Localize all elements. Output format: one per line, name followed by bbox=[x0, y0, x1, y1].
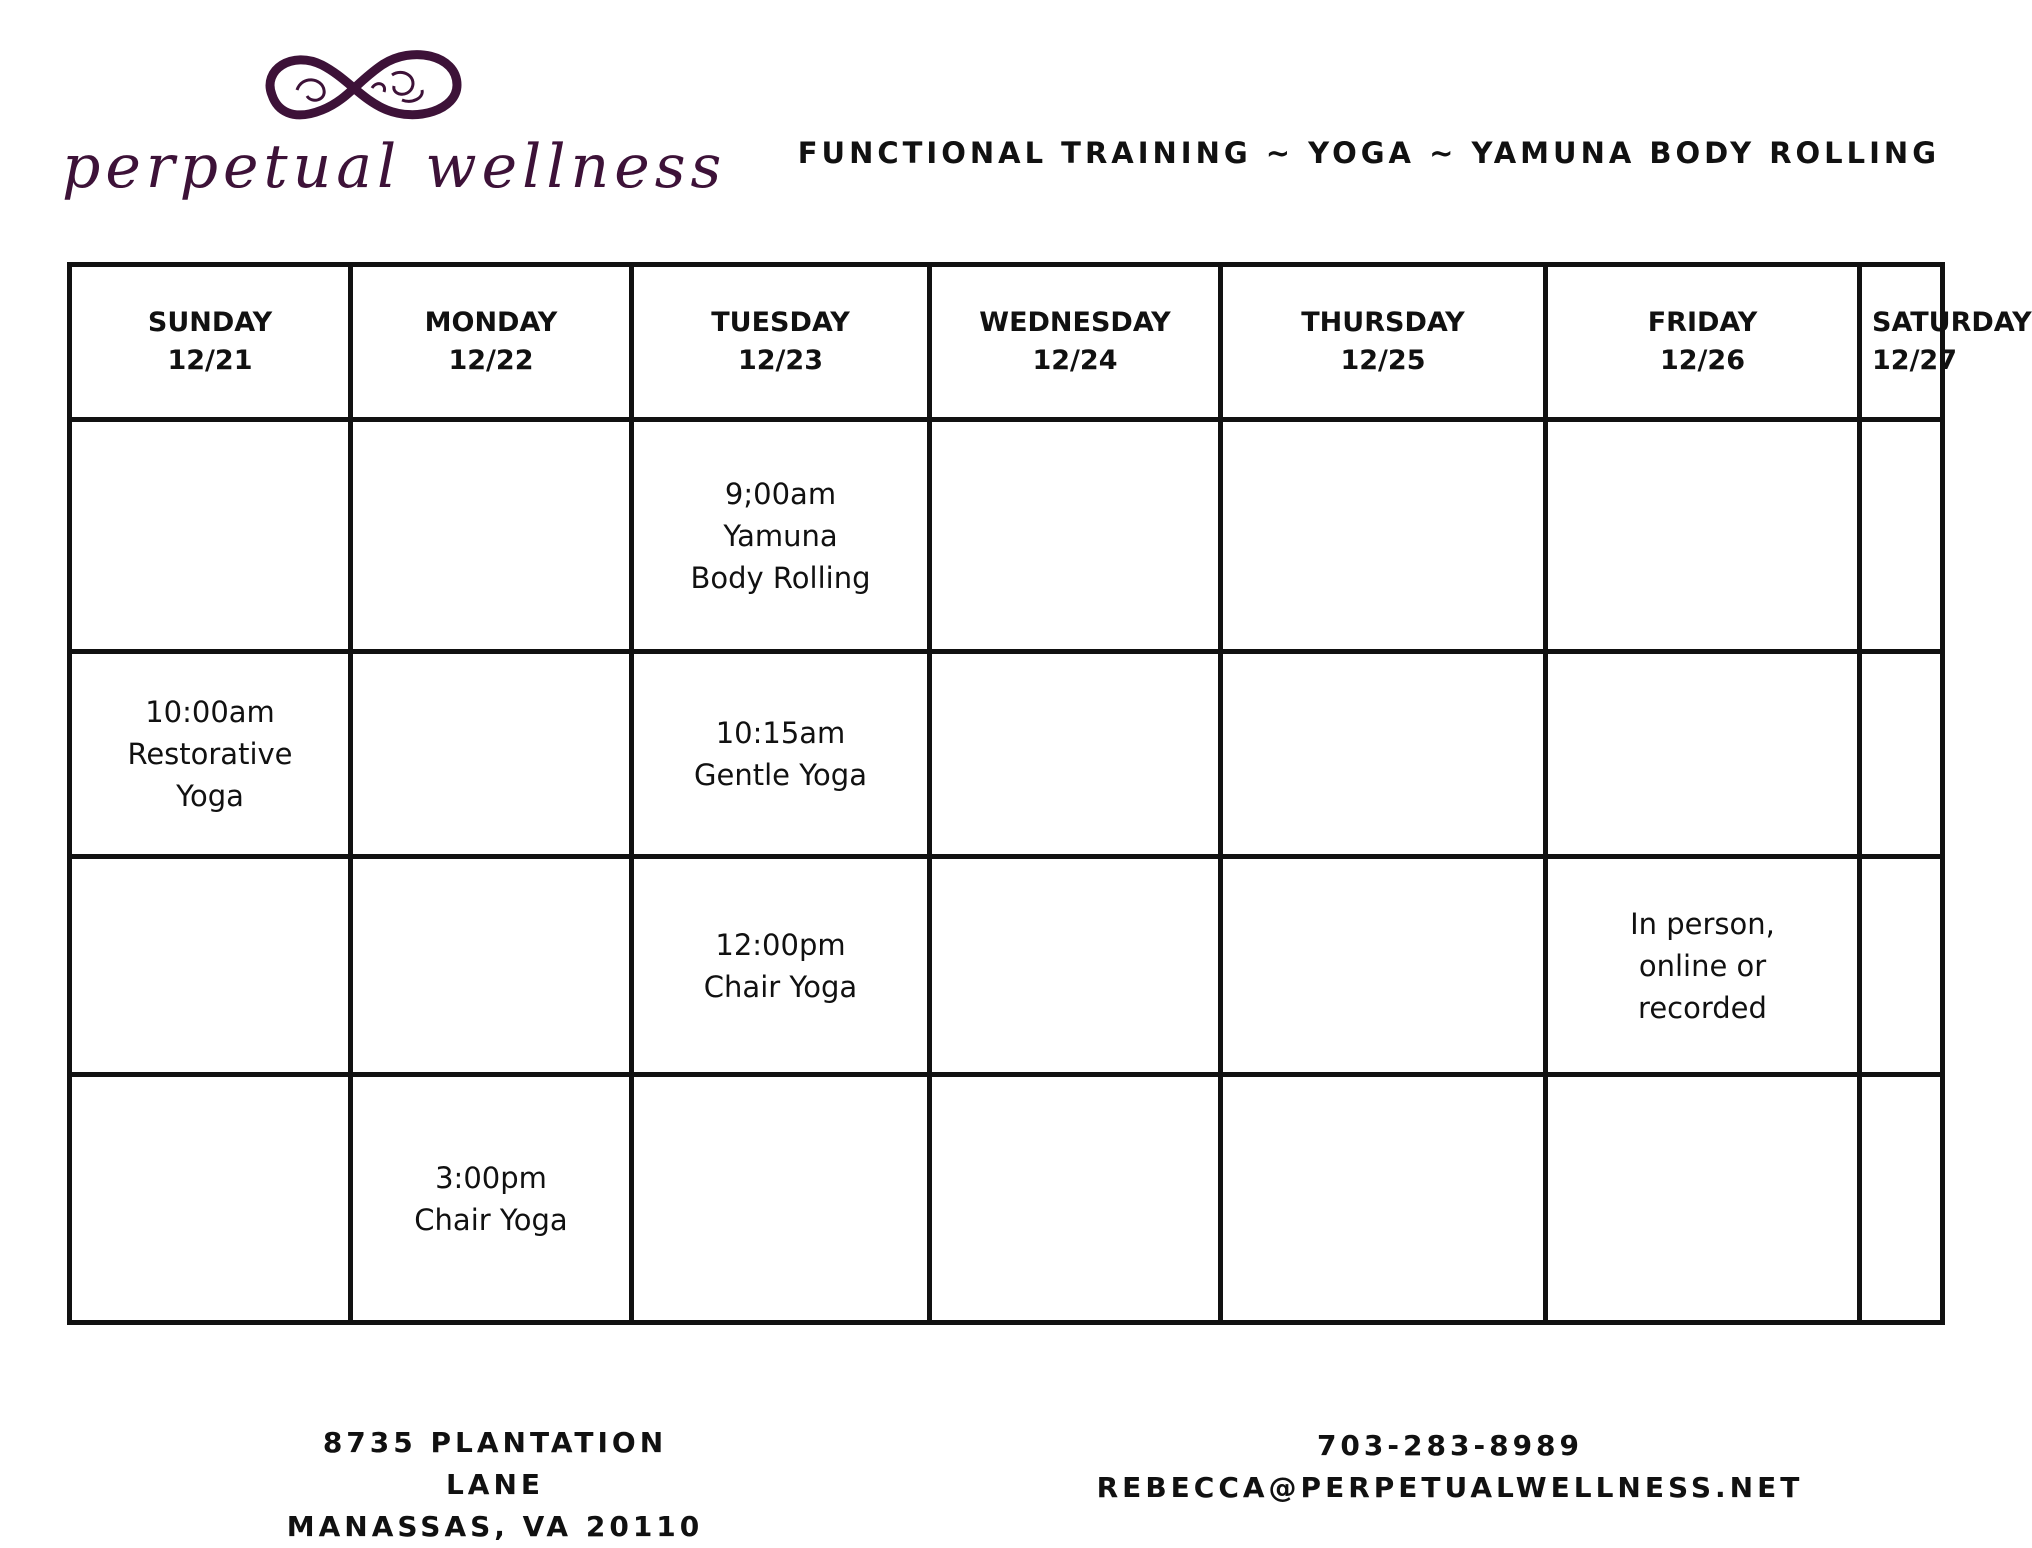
day-header bbox=[1221, 265, 1546, 420]
schedule-cell bbox=[1221, 857, 1546, 1075]
day-name: SUNDAY bbox=[147, 307, 273, 338]
schedule-cell bbox=[351, 857, 632, 1075]
phone-number: 703-283-8989 bbox=[1316, 1429, 1584, 1462]
day-header bbox=[351, 265, 632, 420]
logo-text: perpetual wellness bbox=[62, 132, 727, 202]
schedule-cell bbox=[1221, 652, 1546, 857]
schedule-table bbox=[67, 262, 2032, 1325]
day-date: 12/27 bbox=[1872, 345, 1958, 376]
schedule-cell bbox=[632, 1075, 930, 1323]
schedule-cell bbox=[1860, 420, 1943, 652]
schedule-cell bbox=[930, 420, 1221, 652]
address-line-1: 8735 PLANTATION LANE bbox=[322, 1426, 668, 1501]
tagline: FUNCTIONAL TRAINING ~ YOGA ~ YAMUNA BODY ROLLING bbox=[797, 136, 1940, 170]
header-row bbox=[70, 265, 1943, 420]
day-header bbox=[930, 265, 1221, 420]
schedule-row bbox=[70, 652, 1943, 857]
day-header bbox=[1860, 265, 2032, 420]
infinity-swirl-icon bbox=[252, 40, 472, 140]
address-line-2: MANASSAS, VA 20110 bbox=[286, 1510, 704, 1543]
schedule-cell: 3:00pm Chair Yoga bbox=[351, 1075, 632, 1323]
schedule-cell bbox=[1546, 1075, 1860, 1323]
schedule-cell: 9;00am Yamuna Body Rolling bbox=[632, 420, 930, 652]
contact-block bbox=[1080, 1425, 1820, 1509]
schedule-cell bbox=[930, 1075, 1221, 1323]
schedule-cell bbox=[351, 420, 632, 652]
address-block bbox=[270, 1422, 720, 1548]
day-header bbox=[70, 265, 351, 420]
schedule-cell bbox=[70, 857, 351, 1075]
schedule-cell bbox=[1860, 1075, 1943, 1323]
schedule-cell: 10:00am Restorative Yoga bbox=[70, 652, 351, 857]
schedule-cell: 10:15am Gentle Yoga bbox=[632, 652, 930, 857]
day-name: WEDNESDAY bbox=[979, 307, 1171, 338]
day-name: THURSDAY bbox=[1301, 307, 1465, 338]
day-date: 12/22 bbox=[448, 345, 534, 376]
schedule-cell bbox=[70, 420, 351, 652]
schedule-row bbox=[70, 1075, 1943, 1323]
schedule-cell bbox=[930, 857, 1221, 1075]
day-header bbox=[632, 265, 930, 420]
schedule-cell: 12:00pm Chair Yoga bbox=[632, 857, 930, 1075]
schedule-cell: In person, online or recorded bbox=[1546, 857, 1860, 1075]
email-address: REBECCA@PERPETUALWELLNESS.NET bbox=[1096, 1471, 1804, 1504]
logo bbox=[62, 40, 727, 210]
day-name: SATURDAY bbox=[1872, 307, 2032, 338]
schedule-cell bbox=[1860, 857, 1943, 1075]
day-date: 12/25 bbox=[1340, 345, 1426, 376]
schedule-cell bbox=[930, 652, 1221, 857]
schedule-cell bbox=[1546, 652, 1860, 857]
day-date: 12/26 bbox=[1659, 345, 1745, 376]
day-date: 12/23 bbox=[737, 345, 823, 376]
day-name: TUESDAY bbox=[711, 307, 850, 338]
day-name: FRIDAY bbox=[1647, 307, 1758, 338]
day-date: 12/24 bbox=[1032, 345, 1118, 376]
day-name: MONDAY bbox=[424, 307, 558, 338]
schedule-cell bbox=[1221, 420, 1546, 652]
schedule-row bbox=[70, 420, 1943, 652]
day-date: 12/21 bbox=[167, 345, 253, 376]
schedule-cell bbox=[70, 1075, 351, 1323]
schedule-cell bbox=[1860, 652, 1943, 857]
day-header bbox=[1546, 265, 1860, 420]
schedule-cell bbox=[1546, 420, 1860, 652]
schedule-cell bbox=[351, 652, 632, 857]
schedule-cell bbox=[1221, 1075, 1546, 1323]
schedule-row bbox=[70, 857, 1943, 1075]
